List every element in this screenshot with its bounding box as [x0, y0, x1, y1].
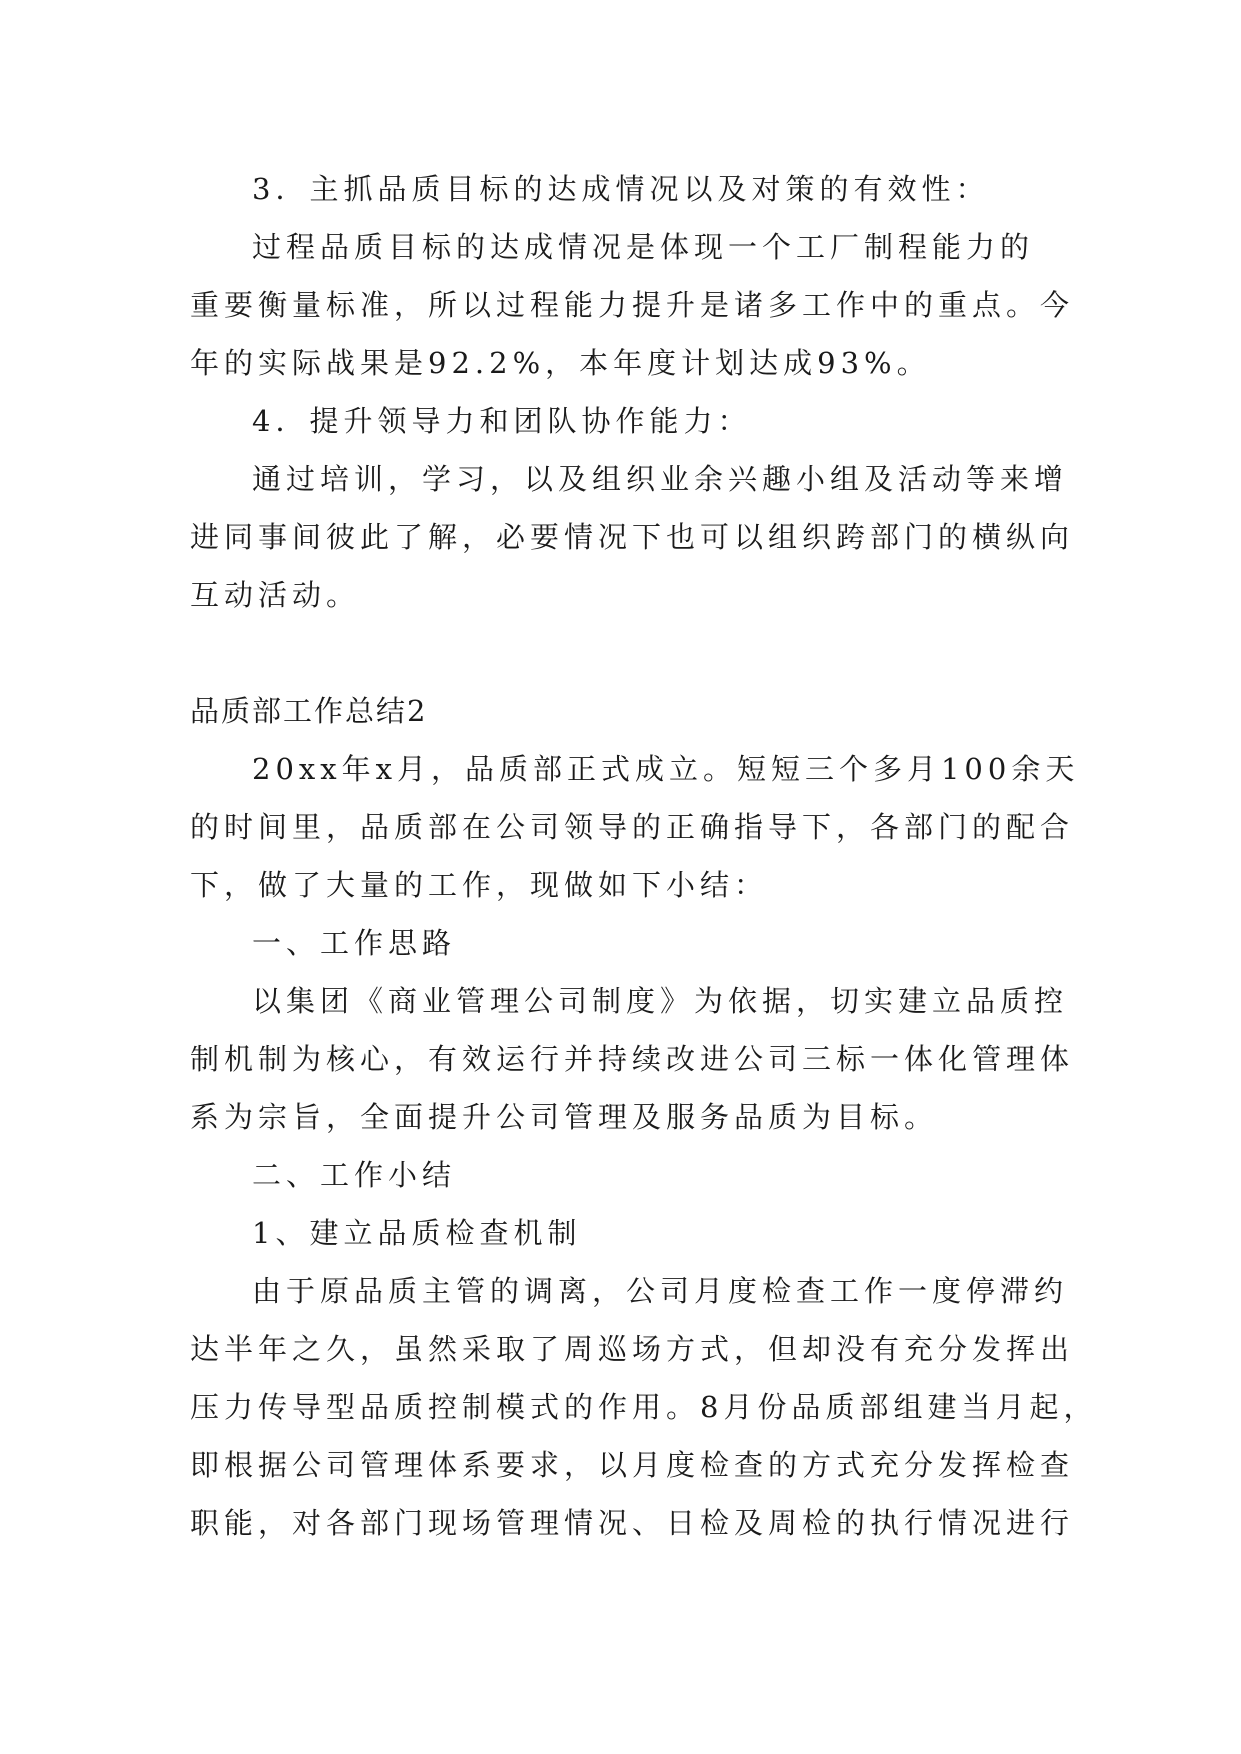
summary-line-5: 职能，对各部门现场管理情况、日检及周检的执行情况进行 [190, 1506, 1075, 1540]
item3-body-line-3: 年的实际战果是92.2%，本年度计划达成93%。 [190, 346, 931, 380]
item4-body-line-3: 互动活动。 [190, 578, 361, 612]
summary-line-4: 即根据公司管理体系要求，以月度检查的方式充分发挥检查 [190, 1448, 1075, 1482]
thinking-line-3: 系为宗旨，全面提升公司管理及服务品质为目标。 [190, 1100, 939, 1134]
document-body [190, 160, 1098, 1552]
item3-body-line-1: 过程品质目标的达成情况是体现一个工厂制程能力的 [252, 230, 1035, 264]
item4-body-line-2: 进同事间彼此了解，必要情况下也可以组织跨部门的横纵向 [190, 520, 1075, 554]
item3-body-line-2: 重要衡量标准，所以过程能力提升是诸多工作中的重点。今 [190, 288, 1075, 322]
intro-line-3: 下，做了大量的工作，现做如下小结： [190, 868, 769, 902]
heading-work-thinking: 一、工作思路 [252, 926, 457, 960]
item3-title: 3．主抓品质目标的达成情况以及对策的有效性： [252, 172, 990, 206]
section-title: 品质部工作总结2 [190, 694, 428, 728]
summary-line-3: 压力传导型品质控制模式的作用。8月份品质部组建当月起， [190, 1390, 1098, 1424]
item4-title: 4．提升领导力和团队协作能力： [252, 404, 752, 438]
subheading-inspection: 1、建立品质检查机制 [252, 1216, 582, 1250]
summary-line-1: 由于原品质主管的调离，公司月度检查工作一度停滞约 [252, 1274, 1069, 1308]
item4-body-line-1: 通过培训，学习，以及组织业余兴趣小组及活动等来增 [252, 462, 1069, 496]
intro-line-2: 的时间里，品质部在公司领导的正确指导下，各部门的配合 [190, 810, 1075, 844]
summary-line-2: 达半年之久，虽然采取了周巡场方式，但却没有充分发挥出 [190, 1332, 1075, 1366]
intro-line-1: 20xx年x月，品质部正式成立。短短三个多月100余天 [252, 752, 1080, 786]
thinking-line-1: 以集团《商业管理公司制度》为依据，切实建立品质控 [252, 984, 1069, 1018]
thinking-line-2: 制机制为核心，有效运行并持续改进公司三标一体化管理体 [190, 1042, 1075, 1076]
heading-work-summary: 二、工作小结 [252, 1158, 457, 1192]
section-spacer [190, 624, 1070, 682]
